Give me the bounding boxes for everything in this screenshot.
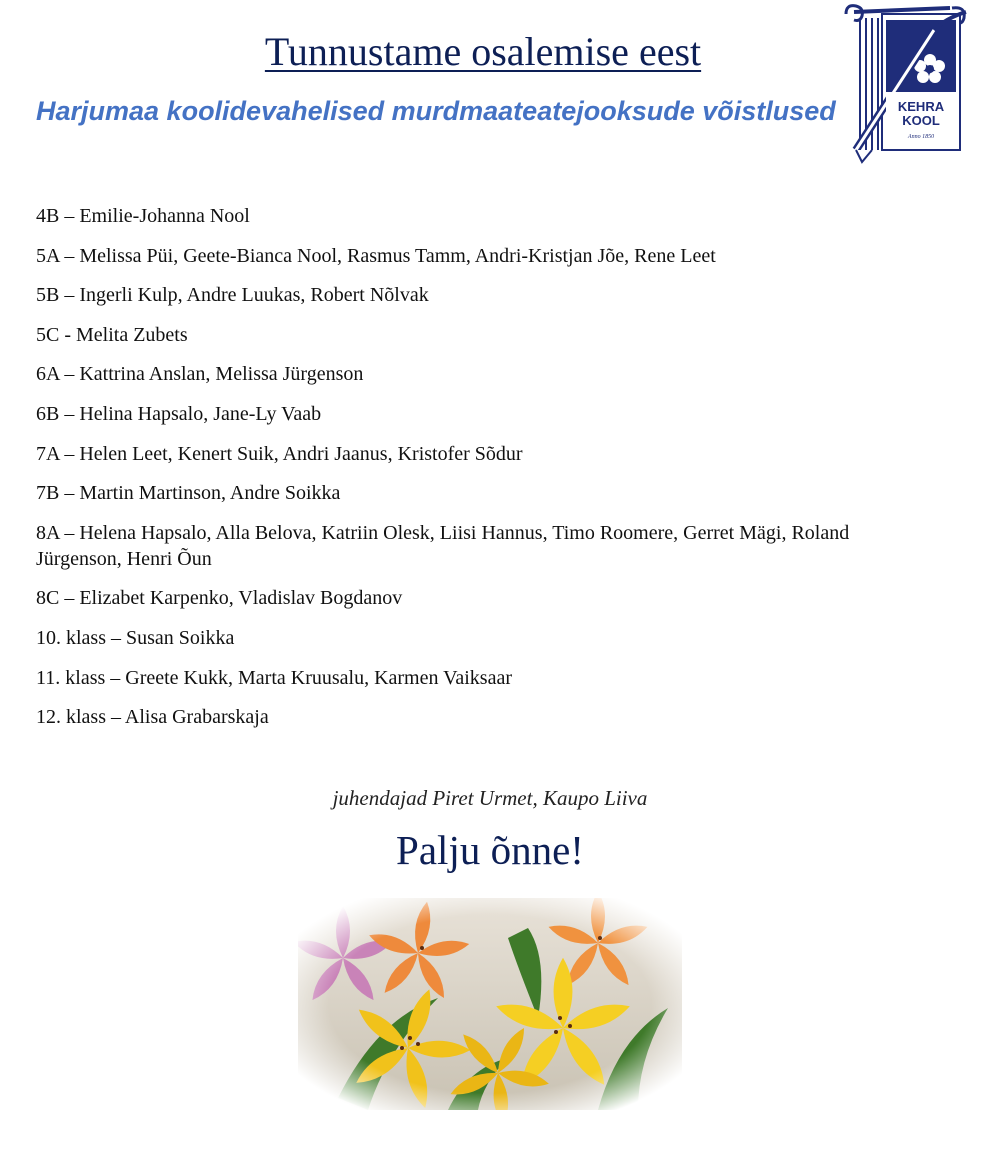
page-title: Tunnustame osalemise eest: [264, 29, 702, 74]
list-item: 12. klass – Alisa Grabarskaja: [36, 706, 269, 729]
list-item: 4B – Emilie-Johanna Nool: [36, 205, 250, 227]
list-item: 8A – Helena Hapsalo, Alla Belova, Katriin Olesk, Liisi Hannus, Timo Roomere, Gerret Mägi, Roland Jürgenson, Henri Õun: [36, 521, 850, 570]
list-item: 5B – Ingerli Kulp, Andre Luukas, Robert Nõlvak: [36, 284, 429, 307]
list-item: 7B – Martin Martinson, Andre Soikka: [36, 482, 341, 505]
list-item: 5C - Melita Zubets: [36, 323, 188, 346]
participant-list: [36, 203, 916, 744]
list-item: 7A – Helen Leet, Kenert Suik, Andri Jaanus, Kristofer Sõdur: [36, 442, 523, 465]
school-logo: [842, 0, 972, 165]
logo-year: Anno 1850: [907, 134, 935, 140]
list-item: 6A – Kattrina Anslan, Melissa Jürgenson: [36, 363, 364, 386]
logo-text-line2: KOOL: [902, 113, 940, 128]
list-item: 5A – Melissa Püi, Geete-Bianca Nool, Rasmus Tamm, Andri-Kristjan Jõe, Rene Leet: [36, 244, 716, 267]
congratulations-heading: Palju õnne!: [396, 827, 584, 873]
list-item: 10. klass – Susan Soikka: [36, 626, 235, 649]
flowers-image: [298, 898, 682, 1110]
list-item: 11. klass – Greete Kukk, Marta Kruusalu, Karmen Vaiksaar: [36, 666, 512, 689]
list-item: 6B – Helina Hapsalo, Jane-Ly Vaab: [36, 402, 322, 425]
logo-text-line1: KEHRA: [897, 99, 945, 114]
supervisors-line: juhendajad Piret Urmet, Kaupo Liiva: [332, 786, 648, 810]
page-subtitle: Harjumaa koolidevahelised murdmaateatejooksude võistlused: [36, 96, 836, 126]
list-item: 8C – Elizabet Karpenko, Vladislav Bogdanov: [36, 587, 403, 610]
